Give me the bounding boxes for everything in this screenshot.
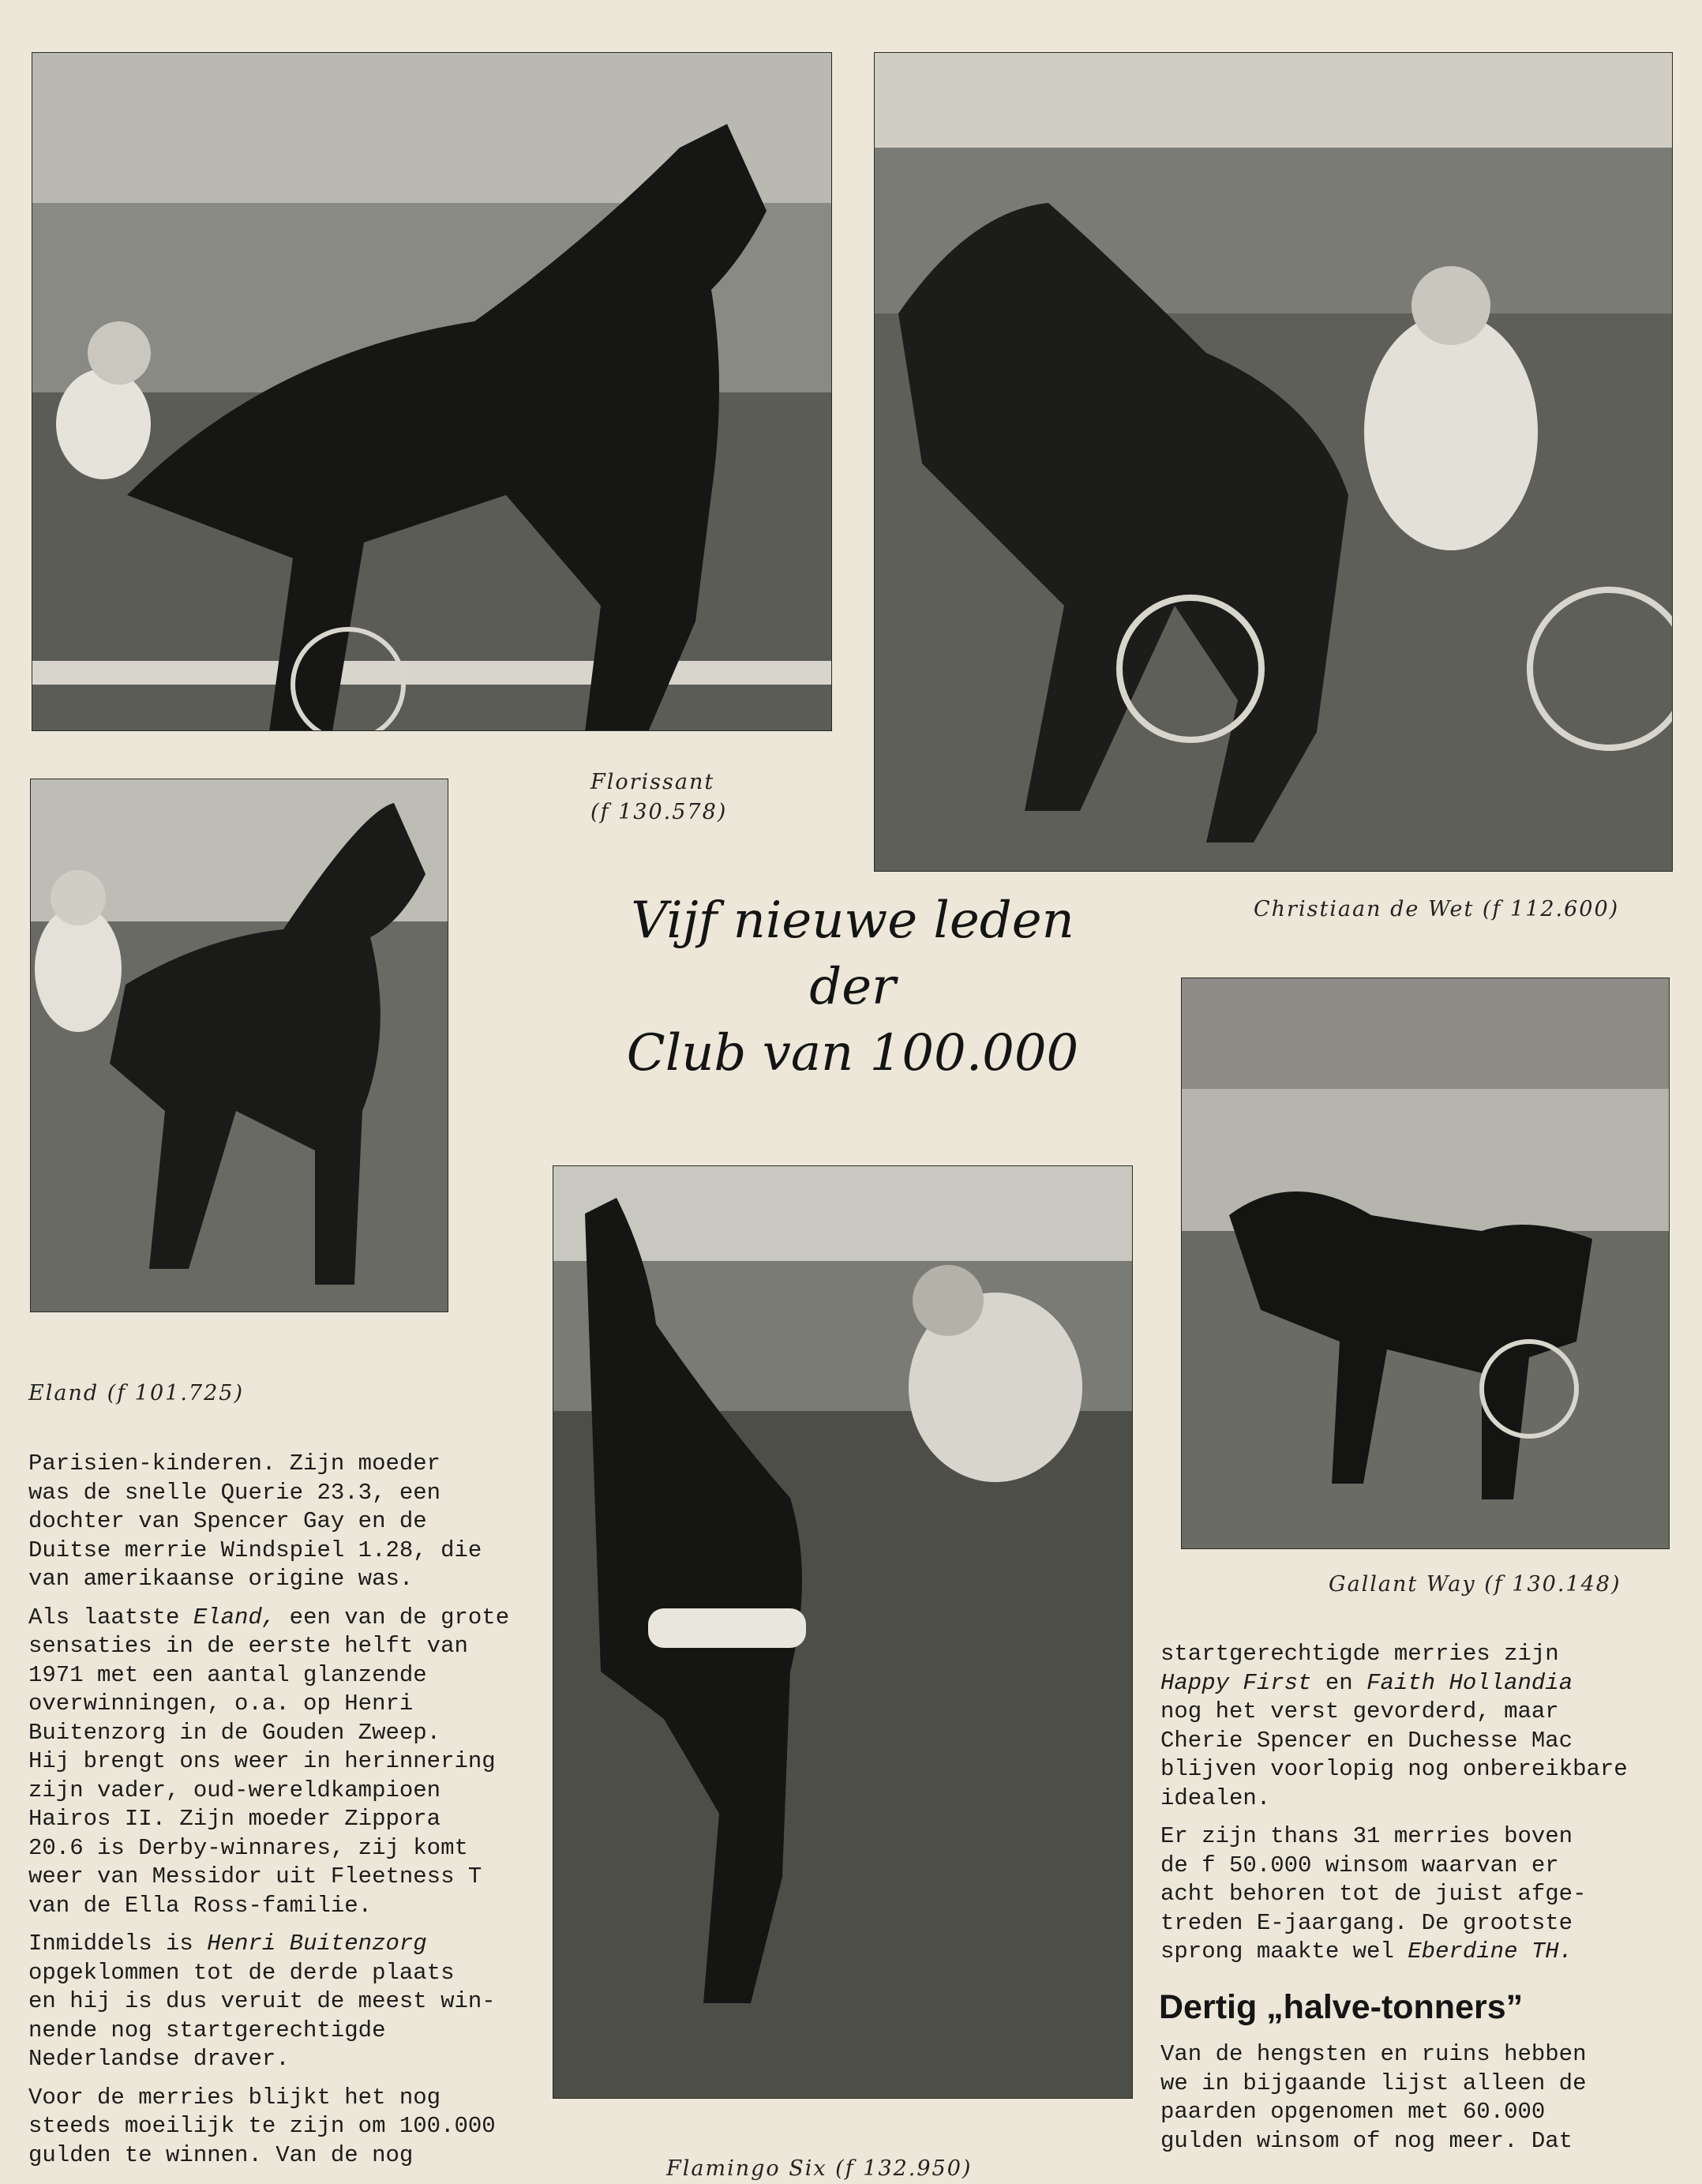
left-column-text: [28, 1450, 534, 2179]
right-column-text-bottom: [1160, 2040, 1681, 2165]
text-line: idealen.: [1160, 1784, 1271, 1811]
horse-photo-eland: [31, 779, 448, 1312]
horse-photo-flamingo-six: [553, 1166, 1132, 2098]
text-line: de f 50.000 winsom waarvan er: [1160, 1852, 1559, 1878]
text-line: [1160, 1938, 1681, 1967]
title-line-1: Vijf nieuwe leden: [631, 891, 1074, 950]
section-heading: Dertig „halve-tonners”: [1159, 1988, 1524, 2026]
paragraph-4: [28, 2084, 534, 2171]
text-line: Nederlandse draver.: [28, 2046, 290, 2072]
horse-photo-christiaan-de-wet: [875, 53, 1672, 871]
text-line: paarden opgenomen met 60.000: [1160, 2099, 1546, 2125]
caption-florissant: [590, 767, 727, 827]
text-line: Buitenzorg in de Gouden Zweep.: [28, 1719, 441, 1746]
title-line-3: Club van 100.000: [626, 1024, 1079, 1083]
text-line: blijven voorlopig nog onbereikbare: [1160, 1756, 1628, 1782]
text-line: gulden te winnen. Van de nog: [28, 2141, 414, 2168]
text-line: van amerikaanse origine was.: [28, 1566, 414, 1592]
title-line-2: der: [809, 958, 896, 1016]
text-line: en hij is dus veruit de meest win-: [28, 1988, 496, 2014]
caption-flamingo-six: Flamingo Six (f 132.950): [666, 2156, 973, 2181]
paragraph-1: [28, 1450, 534, 1594]
text-line: Er zijn thans 31 merries boven: [1160, 1823, 1573, 1849]
text-line: Parisien-kinderen. Zijn moeder: [28, 1450, 441, 1477]
text-line: treden E-jaargang. De grootste: [1160, 1909, 1573, 1936]
text-line: weer van Messidor uit Fleetness T: [28, 1863, 482, 1889]
caption-eland: Eland (f 101.725): [28, 1381, 244, 1405]
text-line: 20.6 is Derby-winnares, zij komt: [28, 1834, 468, 1861]
caption-florissant-name: Florissant: [590, 770, 715, 794]
article-title: [553, 887, 1153, 1086]
text-line: [28, 1930, 534, 1959]
photo-eland: [30, 779, 448, 1312]
caption-christiaan-de-wet: Christiaan de Wet (f 112.600): [1254, 897, 1620, 921]
text-line: Hij brengt ons weer in herinnering: [28, 1748, 496, 1774]
text-line: 1971 met een aantal glanzende: [28, 1661, 427, 1688]
horse-photo-gallant-way: [1182, 978, 1669, 1548]
text-line: Van de hengsten en ruins hebben: [1160, 2041, 1587, 2067]
right-column-text: [1160, 1640, 1681, 1976]
caption-gallant-way: Gallant Way (f 130.148): [1329, 1572, 1621, 1597]
caption-florissant-amount: (f 130.578): [590, 800, 728, 824]
text-line: steeds moeilijk te zijn om 100.000: [28, 2113, 496, 2139]
text-line: Hairos II. Zijn moeder Zippora: [28, 1806, 441, 1832]
text-fragment: sprong maakte wel: [1160, 1938, 1408, 1964]
horse-name-eland: Eland,: [193, 1604, 276, 1630]
text-line: Voor de merries blijkt het nog: [28, 2084, 441, 2111]
text-line: [28, 1604, 534, 1633]
photo-florissant: [32, 52, 832, 731]
text-line: nende nog startgerechtigde: [28, 2017, 386, 2043]
text-line: startgerechtigde merries zijn: [1160, 1641, 1559, 1667]
text-line: zijn vader, oud-wereldkampioen: [28, 1777, 441, 1803]
text-line: opgeklommen tot de derde plaats: [28, 1959, 455, 1986]
photo-christiaan-de-wet: [874, 52, 1673, 872]
horse-name-faith-hollandia: Faith Hollandia: [1366, 1669, 1573, 1696]
text-fragment: Als laatste: [28, 1604, 193, 1630]
text-line: dochter van Spencer Gay en de: [28, 1508, 427, 1534]
horse-name-henri-buitenzorg: Henri Buitenzorg: [207, 1931, 427, 1957]
photo-flamingo-six: [553, 1165, 1133, 2099]
photo-gallant-way: [1181, 978, 1670, 1549]
horse-name-happy-first: Happy First: [1160, 1669, 1312, 1696]
text-line: Duitse merrie Windspiel 1.28, die: [28, 1537, 482, 1563]
text-line: sensaties in de eerste helft van: [28, 1633, 468, 1659]
paragraph-3: [28, 1930, 534, 2074]
text-line: gulden winsom of nog meer. Dat: [1160, 2127, 1573, 2154]
paragraph-2: [28, 1604, 534, 1921]
text-line: [1160, 1669, 1681, 1698]
text-line: was de snelle Querie 23.3, een: [28, 1479, 441, 1506]
text-fragment: en: [1311, 1669, 1367, 1696]
text-line: acht behoren tot de juist afge-: [1160, 1881, 1587, 1907]
text-fragment: Inmiddels is: [28, 1931, 208, 1957]
text-line: van de Ella Ross-familie.: [28, 1892, 373, 1919]
horse-photo-florissant: [32, 53, 831, 730]
text-line: overwinningen, o.a. op Henri: [28, 1691, 414, 1717]
paragraph-7: [1160, 2040, 1681, 2156]
paragraph-6: [1160, 1822, 1681, 1967]
paragraph-5: [1160, 1640, 1681, 1813]
text-line: nog het verst gevorderd, maar: [1160, 1698, 1559, 1724]
text-fragment: een van de grote: [276, 1604, 510, 1630]
horse-name-eberdine-th: Eberdine TH.: [1408, 1938, 1573, 1964]
text-line: we in bijgaande lijst alleen de: [1160, 2070, 1587, 2096]
text-line: Cherie Spencer en Duchesse Mac: [1160, 1727, 1573, 1754]
